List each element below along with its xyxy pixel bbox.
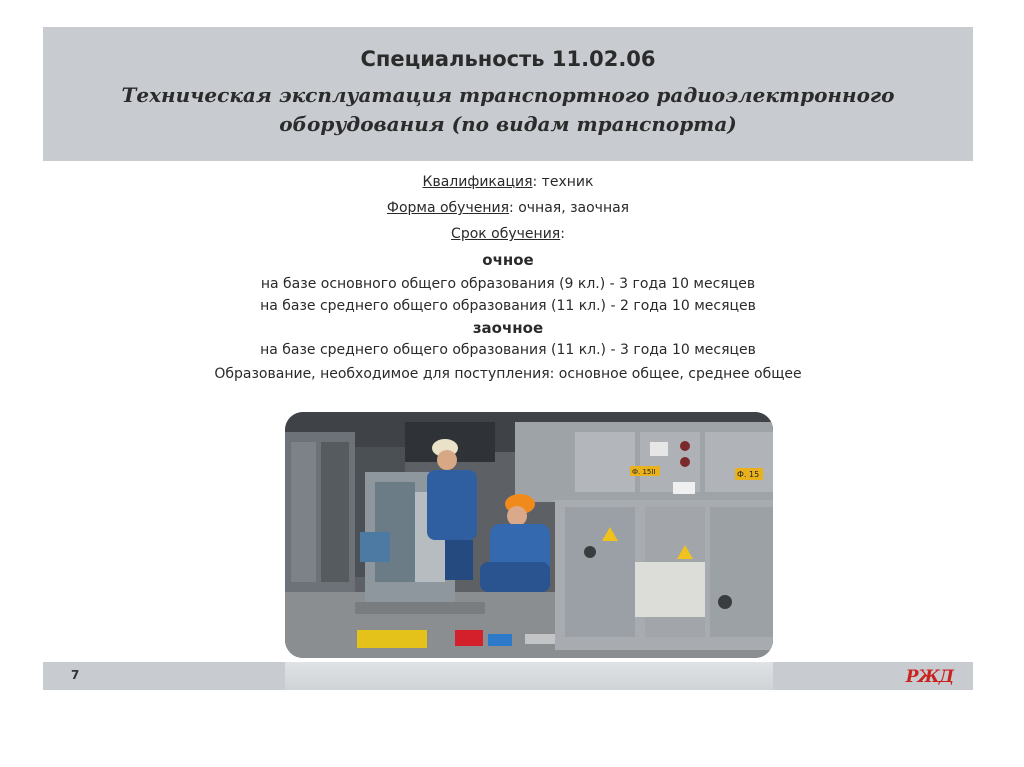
term-suffix: :: [560, 226, 565, 242]
parttime-line-1: на базе среднего общего образования (11 кл.) - 3 года 10 месяцев: [260, 342, 756, 358]
form-label: Форма обучения: [386, 200, 510, 216]
technicians-photo: [285, 412, 773, 658]
slide-title: Специальность 11.02.06: [360, 47, 656, 71]
panel-label-left: Ф. 15II: [632, 468, 656, 476]
fulltime-heading: очное: [482, 251, 534, 269]
slide-footer: [43, 662, 973, 690]
slide-header: [43, 27, 973, 161]
form-value: : очная, заочная: [509, 200, 630, 216]
parttime-heading: заочное: [472, 319, 544, 337]
admission-requirements: Образование, необходимое для поступления: основное общее, среднее общее: [214, 366, 802, 382]
form-row: [43, 195, 973, 221]
subtitle-line-1: Техническая эксплуатация транспортного радиоэлектронного: [121, 83, 895, 107]
qualification-value: : техник: [532, 174, 594, 190]
rzd-logo: РЖД: [905, 667, 953, 687]
page-number: 7: [71, 668, 80, 682]
photo-reflection: [285, 662, 773, 690]
slide: [43, 27, 973, 690]
program-details: [43, 169, 973, 387]
slide-subtitle: [43, 81, 973, 139]
qualification-row: [43, 169, 973, 195]
subtitle-line-2: оборудования (по видам транспорта): [279, 112, 737, 136]
term-row: [43, 221, 973, 247]
fulltime-line-1: на базе основного общего образования (9 кл.) - 3 года 10 месяцев: [260, 276, 756, 292]
panel-label-right: Ф. 15: [737, 470, 760, 479]
qualification-label: Квалификация: [422, 174, 533, 190]
term-label: Срок обучения: [451, 226, 561, 242]
fulltime-line-2: на базе среднего общего образования (11 кл.) - 2 года 10 месяцев: [260, 298, 756, 314]
